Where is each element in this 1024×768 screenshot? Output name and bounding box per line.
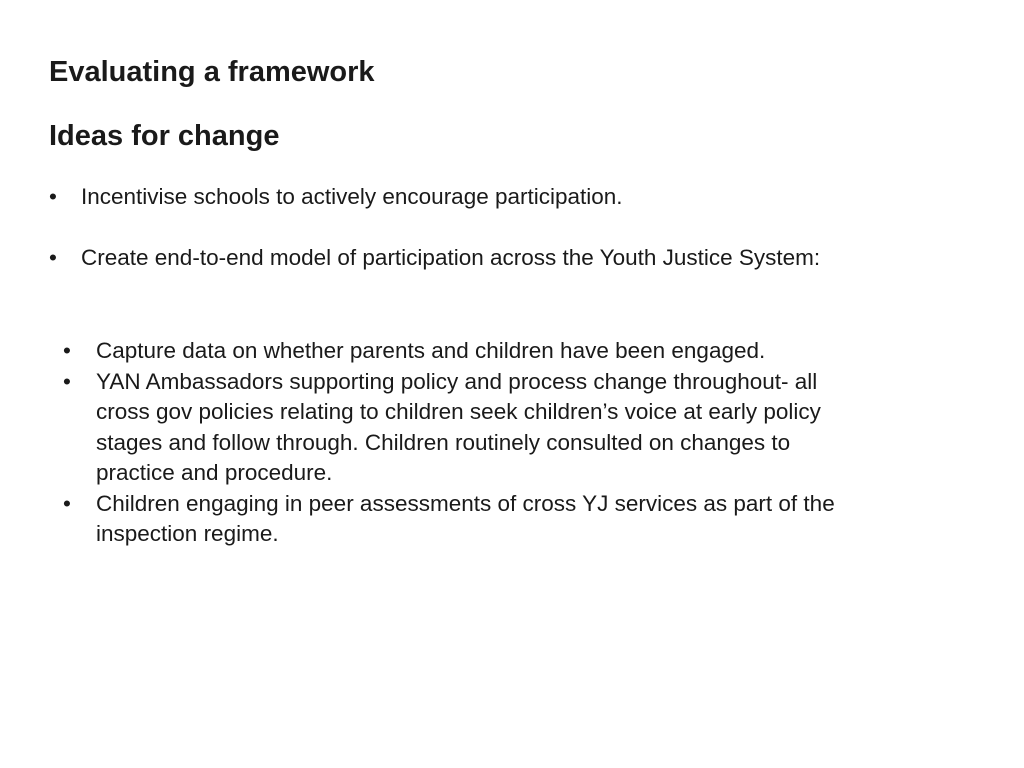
sub-bullet-text: Capture data on whether parents and children have been engaged. — [96, 338, 766, 363]
slide-subtitle: Ideas for change — [49, 120, 280, 152]
bullet-marker: • — [63, 338, 71, 363]
sub-bullet-item — [63, 489, 836, 550]
bullet-marker: • — [63, 490, 71, 516]
sub-bullet-list — [63, 336, 863, 550]
sub-bullet-text: YAN Ambassadors supporting policy and process change throughout- all cross gov policies relating to children seek children’s voice at early policy stages and follow through. Children routinely consulted on changes to practice and procedure. — [96, 368, 821, 485]
bullet-item — [49, 182, 849, 213]
bullet-item — [49, 243, 849, 274]
sub-bullet-item — [63, 367, 848, 489]
bullet-marker: • — [49, 245, 57, 270]
bullet-marker: • — [49, 184, 57, 209]
sub-bullet-item — [63, 336, 863, 367]
bullet-marker: • — [63, 368, 71, 394]
bullet-text: Incentivise schools to actively encourage participation. — [81, 184, 623, 209]
bullet-text: Create end-to-end model of participation across the Youth Justice System: — [81, 245, 821, 270]
sub-bullet-text: Children engaging in peer assessments of cross YJ services as part of the inspection regime. — [96, 490, 835, 546]
slide-title: Evaluating a framework — [49, 56, 375, 88]
